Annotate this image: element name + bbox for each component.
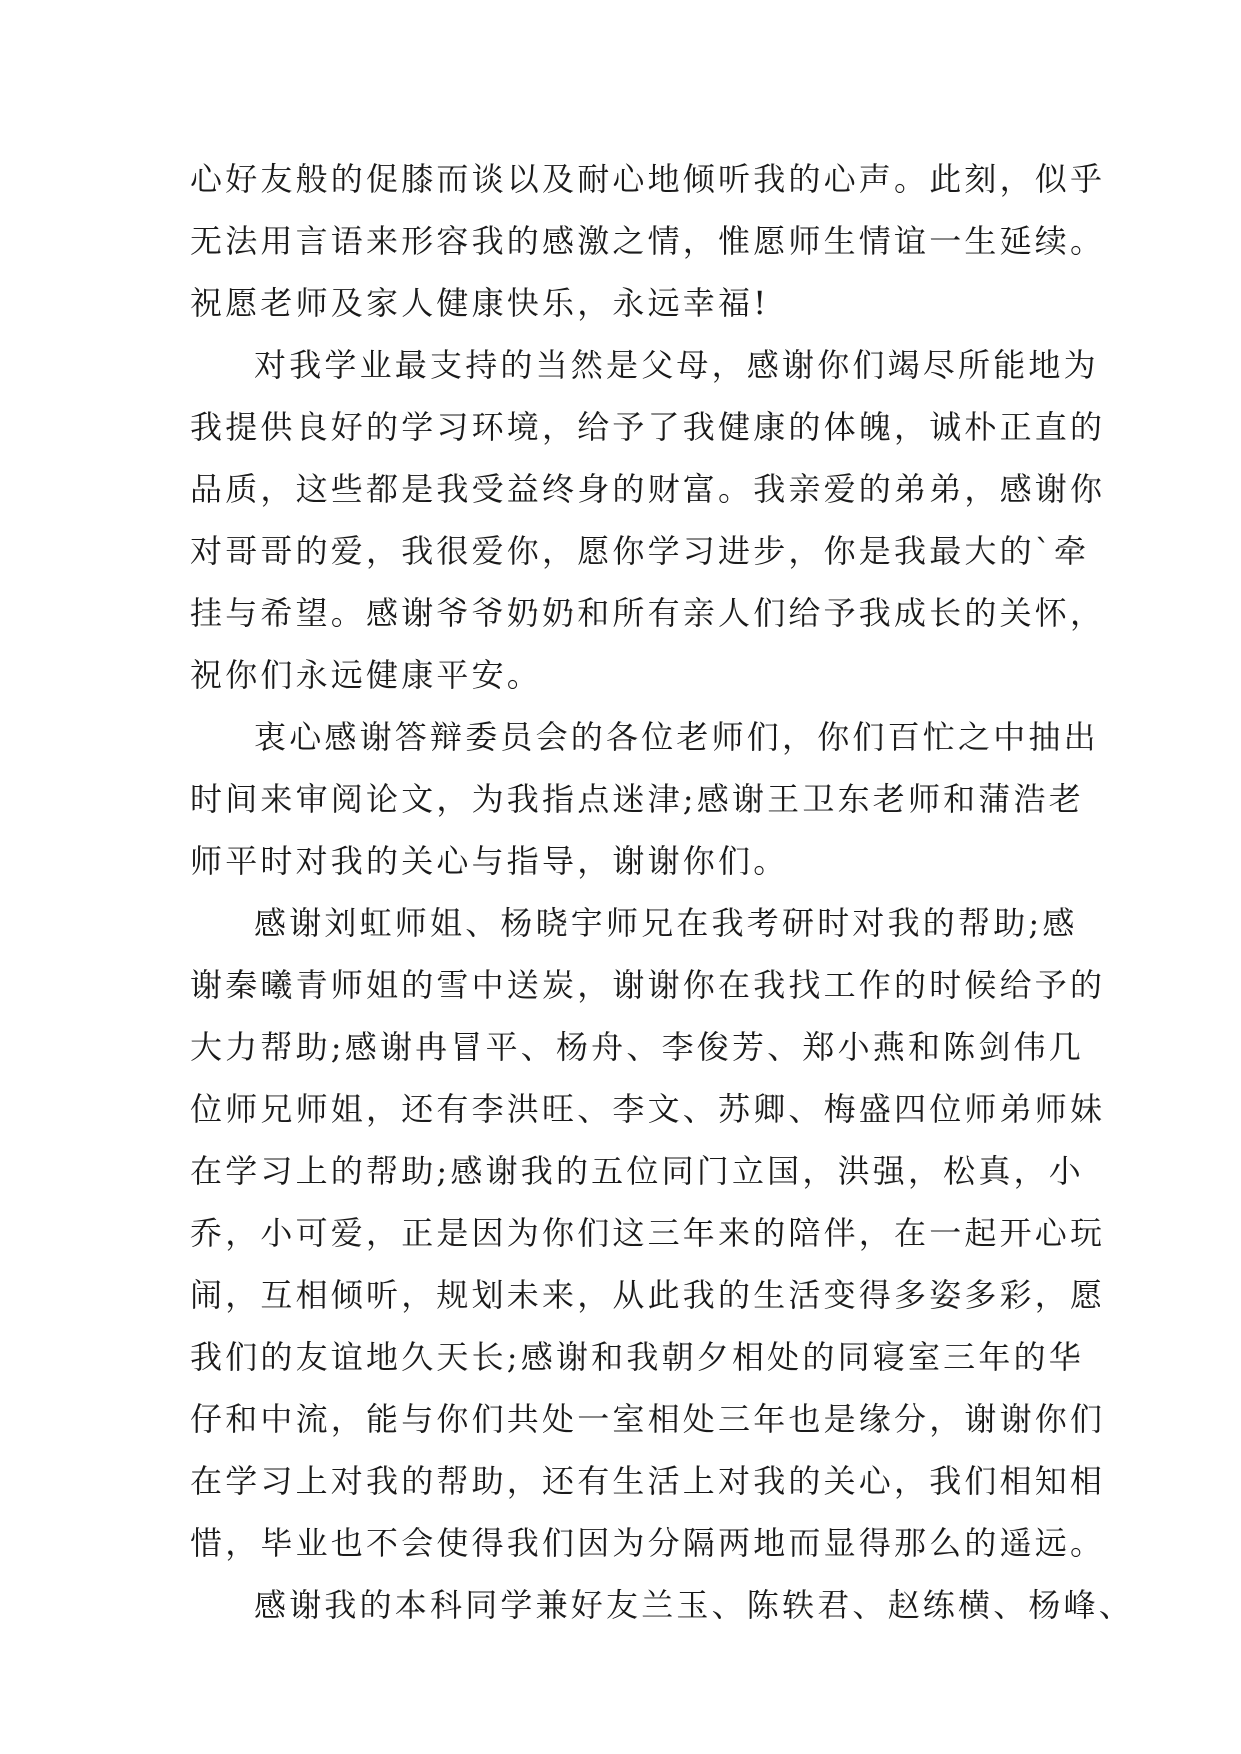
paragraph-first-line: 感谢我的本科同学兼好友兰玉、陈轶君、赵练横、杨峰、 [254, 1586, 1135, 1624]
text-line: 对哥哥的爱，我很爱你，愿你学习进步，你是我最大的`牵 [190, 532, 1090, 570]
text-line: 无法用言语来形容我的感激之情，惟愿师生情谊一生延续。 [190, 222, 1106, 260]
text-line: 祝你们永远健康平安。 [190, 656, 543, 694]
text-line: 时间来审阅论文，为我指点迷津;感谢王卫东老师和蒲浩老 [190, 780, 1084, 818]
text-line: 谢秦曦青师姐的雪中送炭，谢谢你在我找工作的时候给予的 [190, 966, 1106, 1004]
text-line: 闹，互相倾听，规划未来，从此我的生活变得多姿多彩，愿 [190, 1276, 1106, 1314]
text-line: 心好友般的促膝而谈以及耐心地倾听我的心声。此刻，似乎 [190, 160, 1106, 198]
text-line: 惜，毕业也不会使得我们因为分隔两地而显得那么的遥远。 [190, 1524, 1106, 1562]
text-line: 品质，这些都是我受益终身的财富。我亲爱的弟弟，感谢你 [190, 470, 1106, 508]
paragraph-first-line: 对我学业最支持的当然是父母，感谢你们竭尽所能地为 [254, 346, 1099, 384]
text-line: 在学习上的帮助;感谢我的五位同门立国，洪强，松真，小 [190, 1152, 1084, 1190]
text-line: 挂与希望。感谢爷爷奶奶和所有亲人们给予我成长的关怀， [190, 594, 1106, 632]
body-text [190, 148, 1135, 1636]
text-line: 师平时对我的关心与指导，谢谢你们。 [190, 842, 789, 880]
paragraph-first-line: 衷心感谢答辩委员会的各位老师们，你们百忙之中抽出 [254, 718, 1099, 756]
text-line: 祝愿老师及家人健康快乐，永远幸福! [190, 284, 770, 322]
text-line: 大力帮助;感谢冉冒平、杨舟、李俊芳、郑小燕和陈剑伟几 [190, 1028, 1084, 1066]
text-line: 在学习上对我的帮助，还有生活上对我的关心，我们相知相 [190, 1462, 1106, 1500]
text-line: 位师兄师姐，还有李洪旺、李文、苏卿、梅盛四位师弟师妹 [190, 1090, 1106, 1128]
text-line: 我们的友谊地久天长;感谢和我朝夕相处的同寝室三年的华 [190, 1338, 1084, 1376]
text-line: 乔，小可爱，正是因为你们这三年来的陪伴，在一起开心玩 [190, 1214, 1106, 1252]
text-line: 仔和中流，能与你们共处一室相处三年也是缘分，谢谢你们 [190, 1400, 1106, 1438]
text-line: 我提供良好的学习环境，给予了我健康的体魄，诚朴正直的 [190, 408, 1106, 446]
paragraph-first-line: 感谢刘虹师姐、杨晓宇师兄在我考研时对我的帮助;感 [254, 904, 1078, 942]
